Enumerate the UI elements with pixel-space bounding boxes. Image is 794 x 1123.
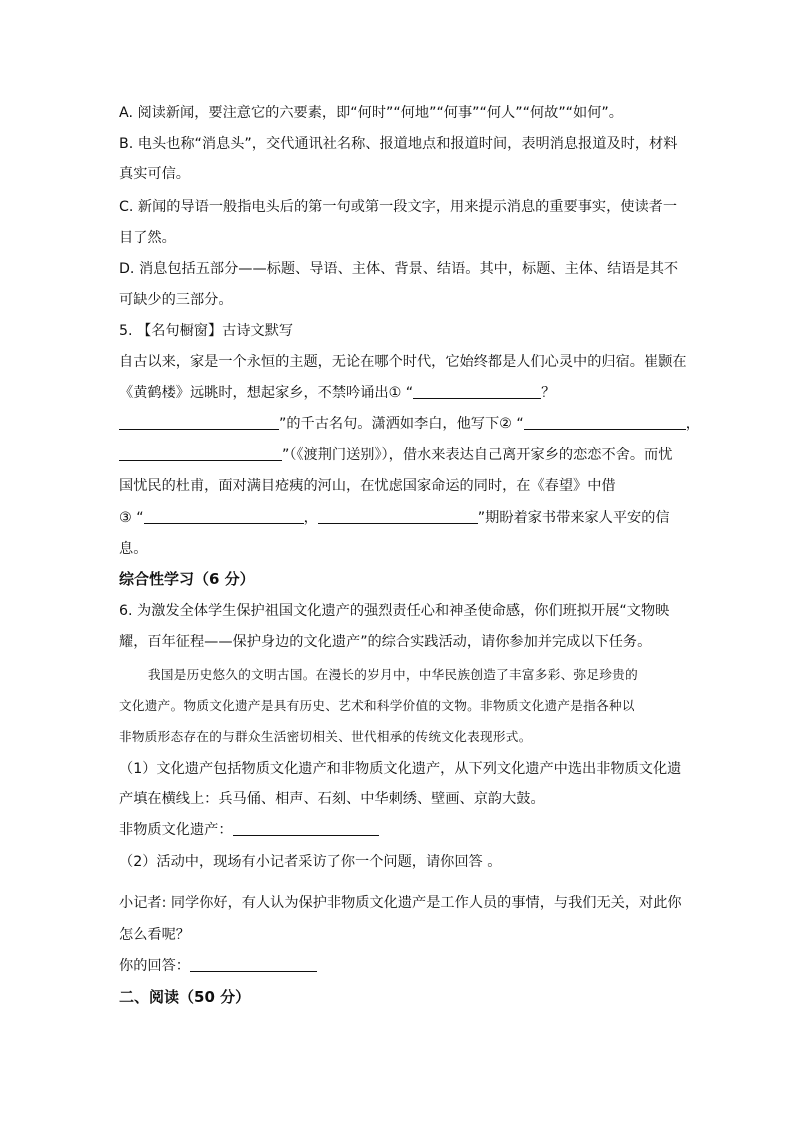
q5-line6-start: ③ “ [119, 510, 144, 526]
q5-line4 [119, 445, 672, 465]
q5-line2 [119, 383, 555, 403]
q5-line3 [119, 414, 700, 434]
q5-line6-comma: ， [303, 510, 318, 526]
answer-blank-1b[interactable] [119, 414, 279, 430]
option-c-line1: C. 新闻的导语一般指电头后的第一句或第一段文字，用来提示消息的重要事实，使读者一 [119, 199, 678, 215]
q5-line4-text: ”（《渡荆门送别》），借水来表达自己离开家乡的恋恋不舍。而忧 [282, 447, 673, 463]
q5-line3-comma: ， [685, 416, 700, 432]
option-b-line1: B. 电头也称“消息头”，交代通讯社名称、报道地点和报道时间，表明消息报道及时，材料 [119, 136, 678, 152]
reporter-line1: 小记者: 同学你好，有人认为保护非物质文化遗产是工作人员的事情，与我们无关，对此你 [119, 895, 682, 911]
q5-line2-text: 《黄鹤楼》远眺时，想起家乡，不禁吟诵出① “ [119, 385, 414, 401]
section-heading-comprehensive: 综合性学习（6 分） [119, 570, 255, 588]
q6-line1: 6. 为激发全体学生保护祖国文化遗产的强烈责任心和神圣使命感，你们班拟开展“文物映 [119, 603, 670, 619]
q5-title: 5. 【名句橱窗】古诗文默写 [119, 323, 294, 339]
your-answer-blank[interactable] [190, 956, 317, 972]
q5-line7: 息。 [119, 541, 148, 557]
q5-line3-text: ”的千古名句。潇洒如李白，他写下② “ [279, 416, 524, 432]
q5-line2-end: ？ [541, 385, 556, 401]
q6-part2: （2）活动中，现场有小记者采访了你一个问题，请你回答 。 [119, 854, 502, 870]
option-b-line2: 真实可信。 [119, 166, 190, 182]
answer-blank-2a[interactable] [524, 414, 686, 430]
option-d-line1: D. 消息包括五部分——标题、导语、主体、背景、结语。其中，标题、主体、结语是其不 [119, 261, 679, 277]
q5-line1: 自古以来，家是一个永恒的主题，无论在哪个时代，它始终都是人们心灵中的归宿。崔颢在 [119, 354, 687, 370]
reporter-line2: 怎么看呢？ [119, 927, 190, 943]
intangible-heritage-label: 非物质文化遗产： [119, 822, 233, 838]
q5-line6 [119, 508, 670, 528]
your-answer [119, 956, 317, 976]
q5-line5: 国忧民的杜甫，面对满目疮痍的河山，在忧虑国家命运的同时，在《春望》中借 [119, 478, 616, 494]
option-a: A. 阅读新闻，要注意它的六要素，即“何时”“何地”“何事”“何人”“何故”“如何”。 [119, 105, 623, 121]
quote-line2: 文化遗产。物质文化遗产是具有历史、艺术和科学价值的文物。非物质文化遗产是指各种以 [119, 698, 635, 713]
quote-line1: 我国是历史悠久的文明古国。在漫长的岁月中，中华民族创造了丰富多彩、弥足珍贵的 [148, 667, 638, 682]
option-d-line2: 可缺少的三部分。 [119, 292, 233, 308]
q6-part1-line2: 产填在横线上：兵马俑、相声、石刻、中华刺绣、壁画、京韵大鼓。 [119, 791, 545, 807]
q5-line6-text: ”期盼着家书带来家人平安的信 [477, 510, 670, 526]
quote-line3: 非物质形态存在的与群众生活密切相关、世代相承的传统文化表现形式。 [119, 729, 532, 744]
q6-part1-line1: （1）文化遗产包括物质文化遗产和非物质文化遗产，从下列文化遗产中选出非物质文化遗 [119, 761, 682, 777]
answer-blank-3b[interactable] [318, 508, 478, 524]
answer-blank-2b[interactable] [119, 445, 282, 461]
answer-blank-1a[interactable] [413, 383, 541, 399]
intangible-heritage-blank[interactable] [233, 820, 379, 836]
your-answer-label: 你的回答： [119, 958, 190, 974]
q6-part1-answer [119, 820, 379, 840]
answer-blank-3a[interactable] [144, 508, 304, 524]
option-c-line2: 目了然。 [119, 230, 176, 246]
section-heading-reading: 二、阅读（50 分） [119, 988, 251, 1006]
q6-line2: 耀，百年征程——保护身边的文化遗产”的综合实践活动，请你参加并完成以下任务。 [119, 634, 652, 650]
